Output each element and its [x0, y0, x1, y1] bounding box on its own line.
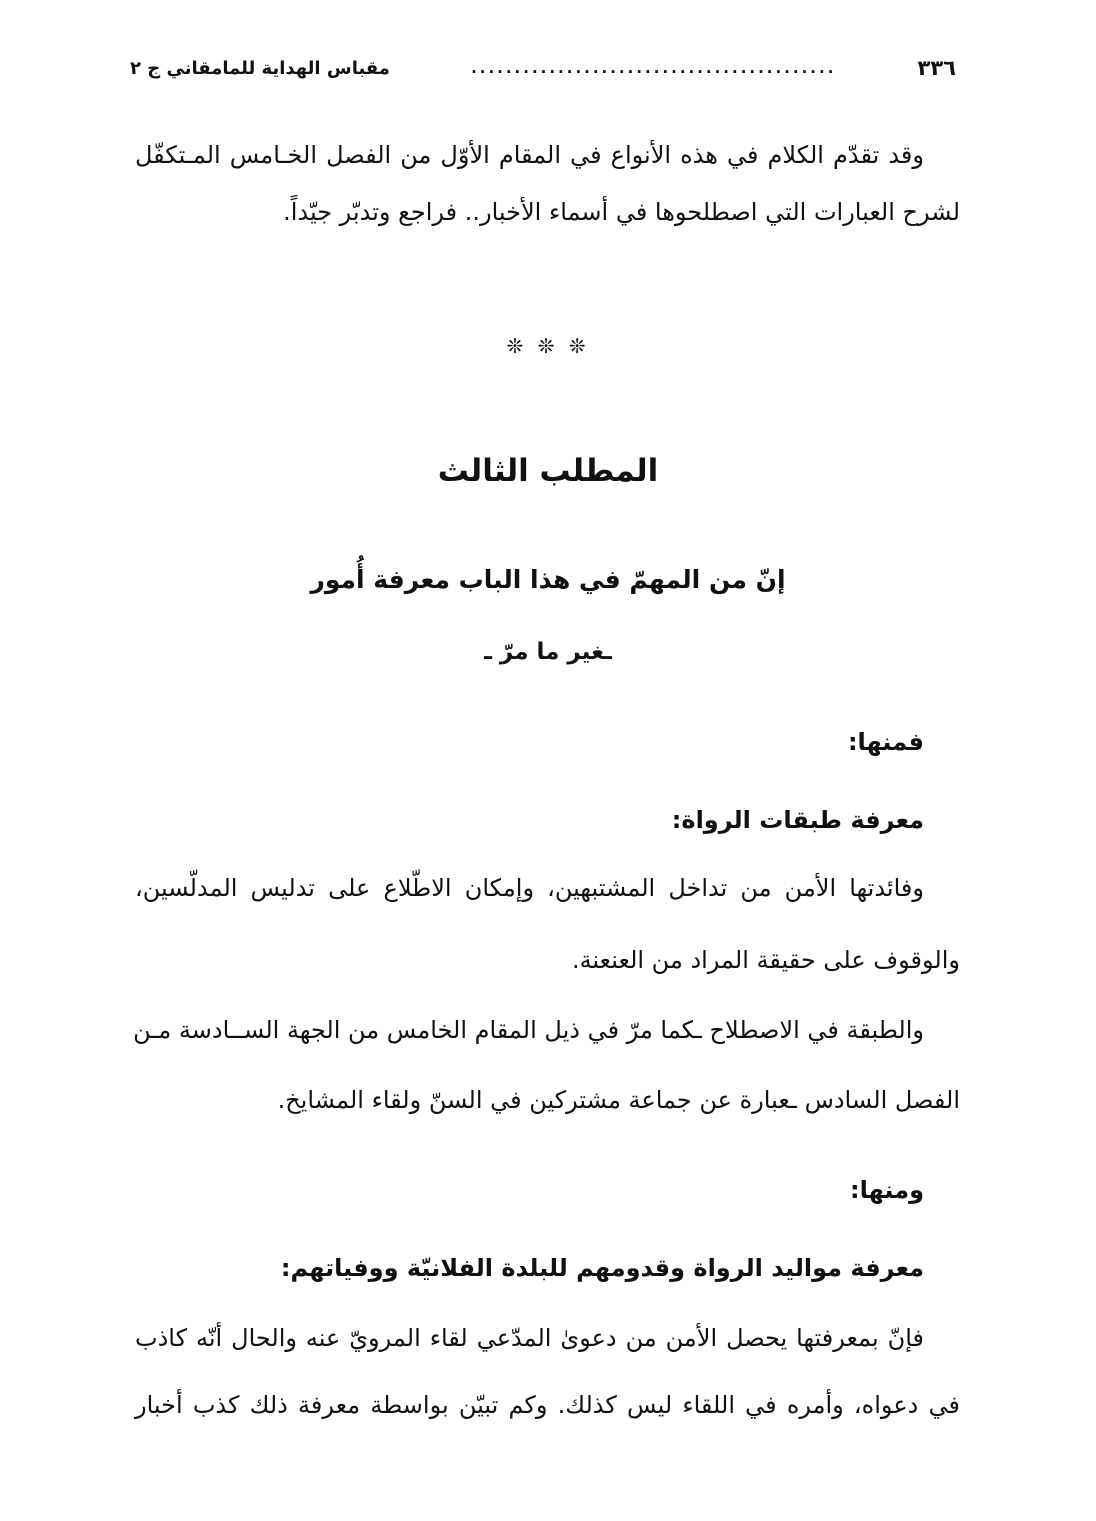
section-subtitle-note: ـغير ما مرّ ـ	[484, 639, 612, 665]
item1-para2-line-1: والطبقة في الاصطلاح ـكما مرّ في ذيل المقام الخامس من الجهة الســادسة مـن	[133, 1016, 924, 1044]
item1-lead: فمنها:	[847, 728, 924, 756]
item2-para1-line-1: فإنّ بمعرفتها يحصل الأمن من دعوىٰ المدّعي لقاء المرويّ عنه والحال أنّه كاذب	[135, 1324, 924, 1352]
intro-line-1: وقد تقدّم الكلام في هذه الأنواع في المقام الأوّل من الفصل الخـامس المـتكفّل	[135, 141, 924, 169]
item2-para1-line-2: في دعواه، وأمره في اللقاء ليس كذلك. وكم تبيّن بواسطة معرفة ذلك كذب أخبار	[135, 1391, 960, 1419]
intro-line-2: لشرح العبارات التي اصطلحوها في أسماء الأخبار.. فراجع وتدبّر جيّداً.	[283, 198, 960, 226]
running-header	[130, 52, 956, 84]
item2-lead: ومنها:	[849, 1176, 924, 1204]
item1-para2-line-2: الفصل السادس ـعبارة عن جماعة مشتركين في السنّ ولقاء المشايخ.	[277, 1086, 960, 1114]
item1-para1-line-1: وفائدتها الأمن من تداخل المشتبهين، وإمكان الاطّلاع على تدليس المدلّسين،	[135, 874, 924, 902]
section-title: المطلب الثالث	[437, 453, 659, 489]
item1-heading: معرفة طبقات الرواة:	[671, 806, 924, 834]
section-subtitle: إنّ من المهمّ في هذا الباب معرفة أُمور	[310, 565, 786, 594]
dot-leader: ..........................................	[471, 59, 837, 77]
item1-para1-line-2: والوقوف على حقيقة المراد من العنعنة.	[571, 946, 960, 974]
page-number: ٣٣٦	[917, 56, 956, 80]
running-title: مقباس الهداية للمامقاني ج ٢	[130, 57, 390, 79]
section-separator: ❊ ❊ ❊	[506, 334, 590, 358]
item2-heading: معرفة مواليد الرواة وقدومهم للبلدة الفلانيّة ووفياتهم:	[280, 1254, 924, 1282]
